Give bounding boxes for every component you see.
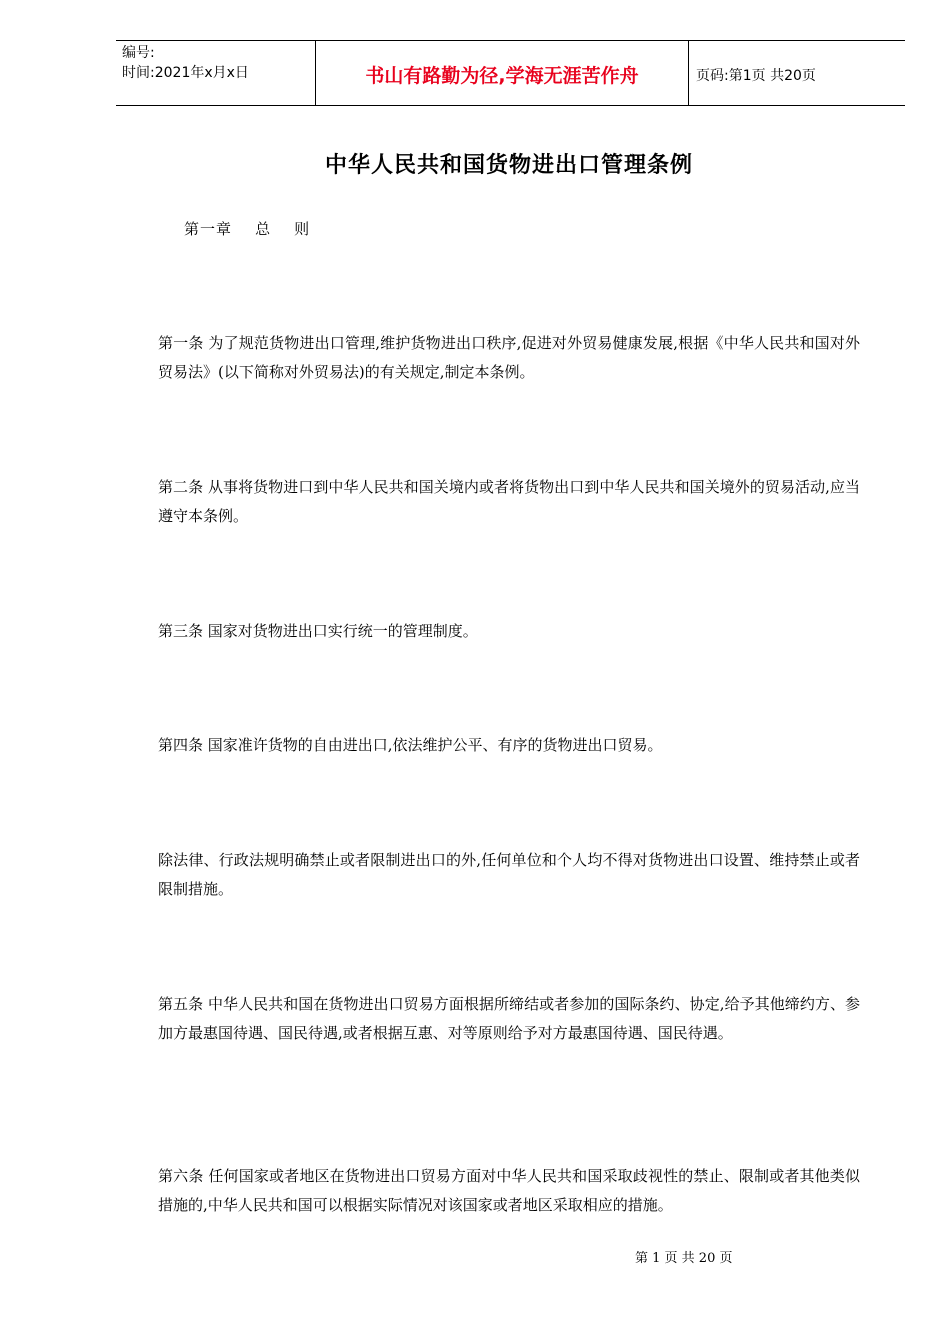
header-motto: 书山有路勤为径,学海无涯苦作舟: [365, 65, 639, 87]
header-page-info: 页码:第1页 共20页: [696, 68, 816, 84]
time-label: 时间:2021年x月x日: [122, 65, 249, 81]
article-paragraph: 第二条 从事将货物进口到中华人民共和国关境内或者将货物出口到中华人民共和国关境外的贸易活动,应当遵守本条例。: [158, 478, 860, 525]
article-paragraph: 第五条 中华人民共和国在货物进出口贸易方面根据所缔结或者参加的国际条约、协定,给予其他缔约方、参加方最惠国待遇、国民待遇,或者根据互惠、对等原则给予对方最惠国待遇、国民待遇。: [158, 995, 860, 1042]
header-divider: [688, 41, 689, 105]
article-paragraph: 第四条 国家准许货物的自由进出口,依法维护公平、有序的货物进出口贸易。: [158, 736, 663, 754]
header-meta: [122, 43, 312, 83]
article-paragraph: 第六条 任何国家或者地区在货物进出口贸易方面对中华人民共和国采取歧视性的禁止、限制或者其他类似措施的,中华人民共和国可以根据实际情况对该国家或者地区采取相应的措施。: [158, 1167, 860, 1214]
article-paragraph: 第三条 国家对货物进出口实行统一的管理制度。: [158, 622, 478, 640]
document-title: 中华人民共和国货物进出口管理条例: [324, 153, 693, 178]
article-paragraph: 除法律、行政法规明确禁止或者限制进出口的外,任何单位和个人均不得对货物进出口设置、维持禁止或者限制措施。: [158, 851, 860, 898]
chapter-heading: 第一章 总 则: [184, 220, 311, 238]
article-paragraph: 第一条 为了规范货物进出口管理,维护货物进出口秩序,促进对外贸易健康发展,根据《中华人民共和国对外贸易法》(以下简称对外贸易法)的有关规定,制定本条例。: [158, 334, 860, 381]
serial-label: 编号:: [122, 45, 155, 61]
page-header: [116, 40, 905, 106]
footer-page-number: 第 1 页 共 20 页: [635, 1251, 733, 1266]
